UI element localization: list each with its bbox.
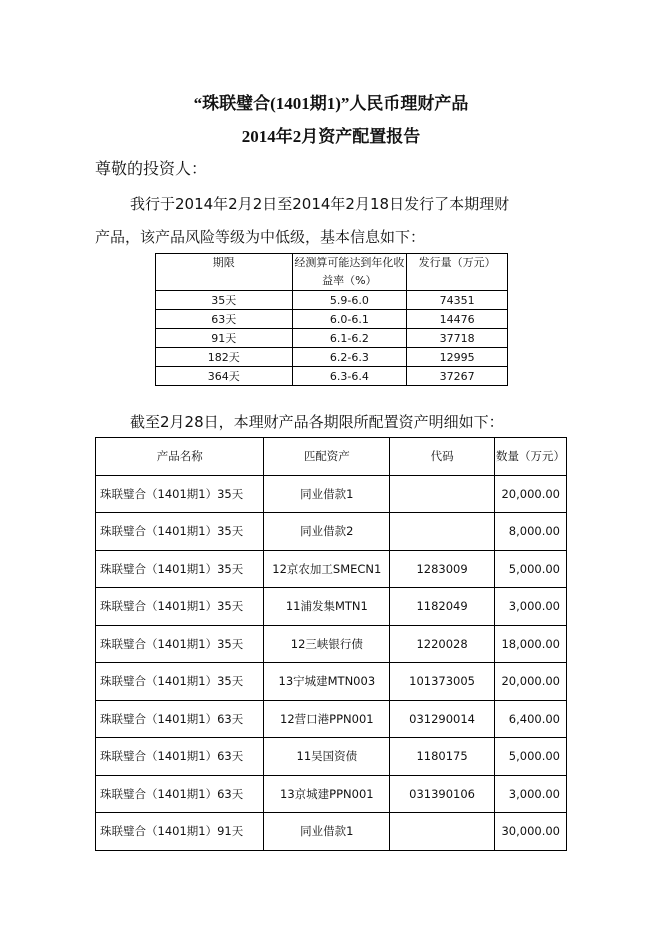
table-cell [390, 813, 495, 851]
table-cell: 珠联璧合（1401期1）63天 [96, 738, 264, 776]
table-cell: 5,000.00 [495, 550, 567, 588]
table-cell: 1180175 [390, 738, 495, 776]
allocation-intro: 截至2月28日，本理财产品各期限所配置资产明细如下： [130, 413, 504, 431]
table-cell: 5,000.00 [495, 738, 567, 776]
column-header: 匹配资产 [264, 438, 390, 476]
table-row [96, 475, 567, 513]
table-cell: 13京城建PPN001 [264, 775, 390, 813]
table-row [156, 329, 508, 348]
table-row [96, 700, 567, 738]
table-cell: 同业借款2 [264, 513, 390, 551]
table-cell: 364天 [156, 367, 293, 386]
table-row [156, 367, 508, 386]
table-cell: 031390106 [390, 775, 495, 813]
table-cell: 031290014 [390, 700, 495, 738]
table-cell [390, 475, 495, 513]
table-cell: 珠联璧合（1401期1）91天 [96, 813, 264, 851]
table-cell: 101373005 [390, 663, 495, 701]
table-cell: 珠联璧合（1401期1）35天 [96, 513, 264, 551]
table-cell: 8,000.00 [495, 513, 567, 551]
intro-line1: 我行于2014年2月2日至2014年2月18日发行了本期理财 [130, 195, 510, 213]
column-header: 经测算可能达到年化收益率（%） [292, 254, 407, 291]
table-cell [390, 513, 495, 551]
table-cell: 14476 [407, 310, 508, 329]
table-cell: 珠联璧合（1401期1）35天 [96, 550, 264, 588]
table-row [96, 625, 567, 663]
table-cell: 35天 [156, 291, 293, 310]
table-cell: 1283009 [390, 550, 495, 588]
table-cell: 3,000.00 [495, 588, 567, 626]
table-cell: 11浦发集MTN1 [264, 588, 390, 626]
table-header-row [96, 438, 567, 476]
table-row [156, 348, 508, 367]
table-cell: 13宁城建MTN003 [264, 663, 390, 701]
table-cell: 37267 [407, 367, 508, 386]
table-cell: 6.1-6.2 [292, 329, 407, 348]
table-cell: 18,000.00 [495, 625, 567, 663]
table-cell: 珠联璧合（1401期1）63天 [96, 700, 264, 738]
product-info-table [155, 253, 508, 386]
table-cell: 182天 [156, 348, 293, 367]
asset-allocation-table [95, 437, 567, 851]
table-cell: 6,400.00 [495, 700, 567, 738]
table-cell: 6.0-6.1 [292, 310, 407, 329]
report-title-line2: 2014年2月资产配置报告 [241, 127, 421, 146]
salutation: 尊敬的投资人： [95, 159, 208, 178]
table-cell: 11吴国资债 [264, 738, 390, 776]
table-cell: 37718 [407, 329, 508, 348]
table-cell: 珠联璧合（1401期1）35天 [96, 625, 264, 663]
table-cell: 珠联璧合（1401期1）35天 [96, 588, 264, 626]
table-cell: 珠联璧合（1401期1）35天 [96, 475, 264, 513]
table-cell: 20,000.00 [495, 663, 567, 701]
table-cell: 63天 [156, 310, 293, 329]
table-cell: 1182049 [390, 588, 495, 626]
table-cell: 12京农加工SMECN1 [264, 550, 390, 588]
table-cell: 珠联璧合（1401期1）35天 [96, 663, 264, 701]
table-cell: 6.2-6.3 [292, 348, 407, 367]
column-header: 代码 [390, 438, 495, 476]
table-cell: 同业借款1 [264, 813, 390, 851]
table-row [96, 813, 567, 851]
table-row [96, 775, 567, 813]
table-row [96, 738, 567, 776]
table-row [96, 663, 567, 701]
table-row [96, 550, 567, 588]
table-cell: 74351 [407, 291, 508, 310]
table-cell: 6.3-6.4 [292, 367, 407, 386]
column-header: 产品名称 [96, 438, 264, 476]
column-header: 发行量（万元） [407, 254, 508, 291]
table-row [96, 513, 567, 551]
table-cell: 3,000.00 [495, 775, 567, 813]
table-cell: 20,000.00 [495, 475, 567, 513]
report-title-line1: “珠联璧合(1401期1)”人民币理财产品 [193, 94, 469, 113]
table-cell: 30,000.00 [495, 813, 567, 851]
table-cell: 12营口港PPN001 [264, 700, 390, 738]
table-row [96, 588, 567, 626]
table-cell: 12三峡银行债 [264, 625, 390, 663]
table-cell: 12995 [407, 348, 508, 367]
table-row [156, 310, 508, 329]
table-header-row [156, 254, 508, 291]
column-header: 期限 [156, 254, 293, 291]
table-cell: 珠联璧合（1401期1）63天 [96, 775, 264, 813]
table-cell: 同业借款1 [264, 475, 390, 513]
table-cell: 1220028 [390, 625, 495, 663]
column-header: 数量（万元） [495, 438, 567, 476]
table-row [156, 291, 508, 310]
table-cell: 91天 [156, 329, 293, 348]
table-cell: 5.9-6.0 [292, 291, 407, 310]
intro-line2: 产品，该产品风险等级为中低级，基本信息如下： [95, 228, 426, 246]
